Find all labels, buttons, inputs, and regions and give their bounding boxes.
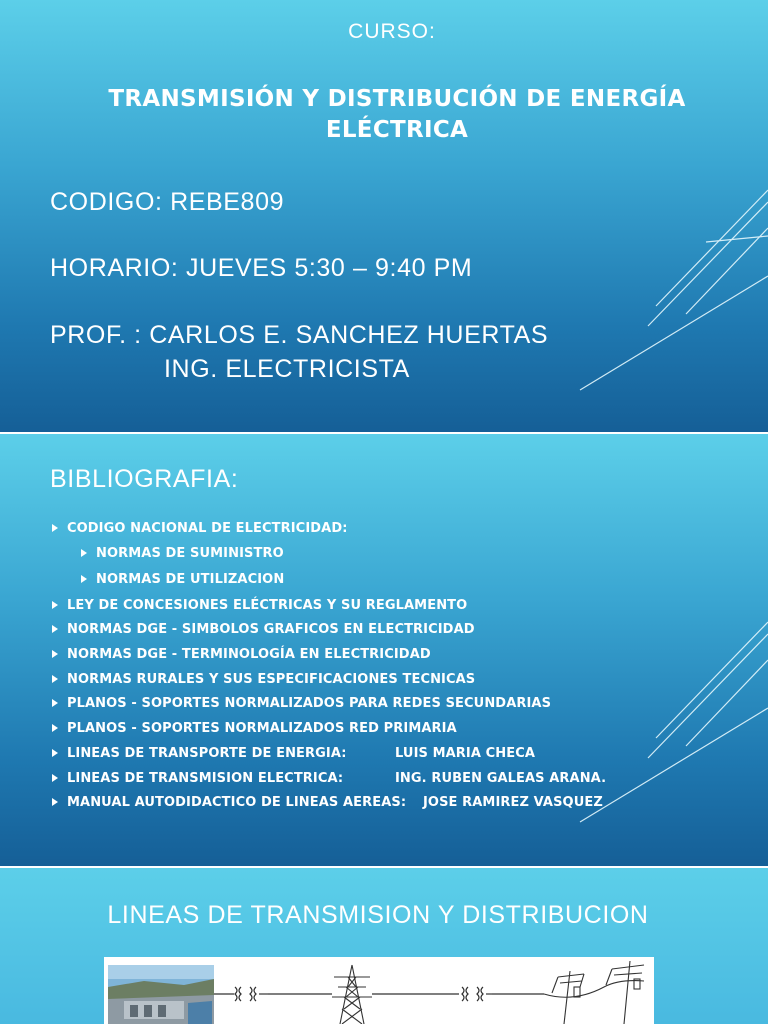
- bibliography-item: [50, 794, 740, 819]
- bullet-arrow-icon: [52, 798, 58, 806]
- bibliography-item: [50, 770, 740, 795]
- bibliography-item-text: LINEAS DE TRANSPORTE DE ENERGIA:: [67, 745, 347, 761]
- bibliography-item-text: PLANOS - SOPORTES NORMALIZADOS RED PRIMARIA: [67, 721, 457, 737]
- bullet-arrow-icon: [52, 675, 58, 683]
- transmission-diagram-svg: [104, 957, 654, 1024]
- bibliography-subitem: [50, 571, 740, 597]
- bullet-arrow-icon: [52, 601, 58, 609]
- bibliography-list: [50, 520, 740, 819]
- bibliography-item-text: NORMAS DE UTILIZACION: [96, 571, 285, 587]
- bibliography-item-text: NORMAS DE SUMINISTRO: [96, 545, 284, 561]
- transformer-icon: [235, 987, 268, 1001]
- bibliography-item-text: PLANOS - SOPORTES NORMALIZADOS PARA REDES SECUNDARIAS: [67, 696, 552, 712]
- bullet-arrow-icon: [52, 774, 58, 782]
- bibliography-author: JOSE RAMIREZ VASQUEZ: [423, 795, 603, 811]
- bibliography-item-text: CODIGO NACIONAL DE ELECTRICIDAD:: [67, 521, 348, 536]
- professor-title: ING. ELECTRICISTA: [164, 355, 410, 383]
- bibliography-item-text: MANUAL AUTODIDACTICO DE LINEAS AEREAS:: [67, 795, 407, 811]
- distribution-pole-icon: [544, 961, 644, 1024]
- bibliography-item: [50, 520, 740, 545]
- transformer-icon: [462, 987, 492, 1001]
- bullet-arrow-icon: [52, 749, 58, 757]
- bibliography-item-text: LEY DE CONCESIONES ELÉCTRICAS Y SU REGLAMENTO: [67, 597, 468, 613]
- bibliography-item: [50, 621, 740, 646]
- course-schedule: HORARIO: JUEVES 5:30 – 9:40 PM: [50, 254, 473, 282]
- bibliography-item-text: LINEAS DE TRANSMISION ELECTRICA:: [67, 770, 344, 786]
- bibliography-item: [50, 597, 740, 622]
- hydro-plant-icon: [108, 965, 214, 1024]
- bibliography-author: ING. RUBEN GALEAS ARANA.: [395, 770, 607, 786]
- professor-name: PROF. : CARLOS E. SANCHEZ HUERTAS: [50, 321, 549, 349]
- bullet-arrow-icon: [52, 524, 58, 532]
- bullet-arrow-icon: [81, 549, 87, 557]
- course-title-line-1: TRANSMISIÓN Y DISTRIBUCIÓN DE ENERGÍA: [108, 86, 686, 112]
- course-code: CODIGO: REBE809: [50, 188, 285, 216]
- bullet-arrow-icon: [81, 575, 87, 583]
- course-title-line-2: ELÉCTRICA: [325, 117, 469, 143]
- course-label: CURSO:: [348, 20, 436, 43]
- bibliography-item: [50, 695, 740, 720]
- bibliography-item: [50, 671, 740, 696]
- bibliography-item-text: NORMAS DGE - TERMINOLOGÍA EN ELECTRICIDAD: [67, 647, 431, 663]
- course-title: [90, 84, 704, 146]
- bibliography-item: [50, 720, 740, 745]
- bibliography-title: BIBLIOGRAFIA:: [50, 465, 239, 493]
- bibliography-item-text: NORMAS RURALES Y SUS ESPECIFICACIONES TECNICAS: [67, 671, 476, 687]
- transmission-section-title: LINEAS DE TRANSMISION Y DISTRIBUCION: [107, 901, 649, 929]
- bullet-arrow-icon: [52, 625, 58, 633]
- bibliography-item: [50, 745, 740, 770]
- bibliography-subitem: [50, 545, 740, 571]
- bullet-arrow-icon: [52, 724, 58, 732]
- bibliography-author: LUIS MARIA CHECA: [395, 745, 536, 761]
- bibliography-item: [50, 646, 740, 671]
- transmission-diagram: [104, 957, 654, 1024]
- transmission-tower-icon: [332, 965, 372, 1024]
- bullet-arrow-icon: [52, 699, 58, 707]
- bullet-arrow-icon: [52, 650, 58, 658]
- slide-course-info: [0, 0, 768, 432]
- bibliography-item-text: NORMAS DGE - SIMBOLOS GRAFICOS EN ELECTRICIDAD: [67, 622, 475, 638]
